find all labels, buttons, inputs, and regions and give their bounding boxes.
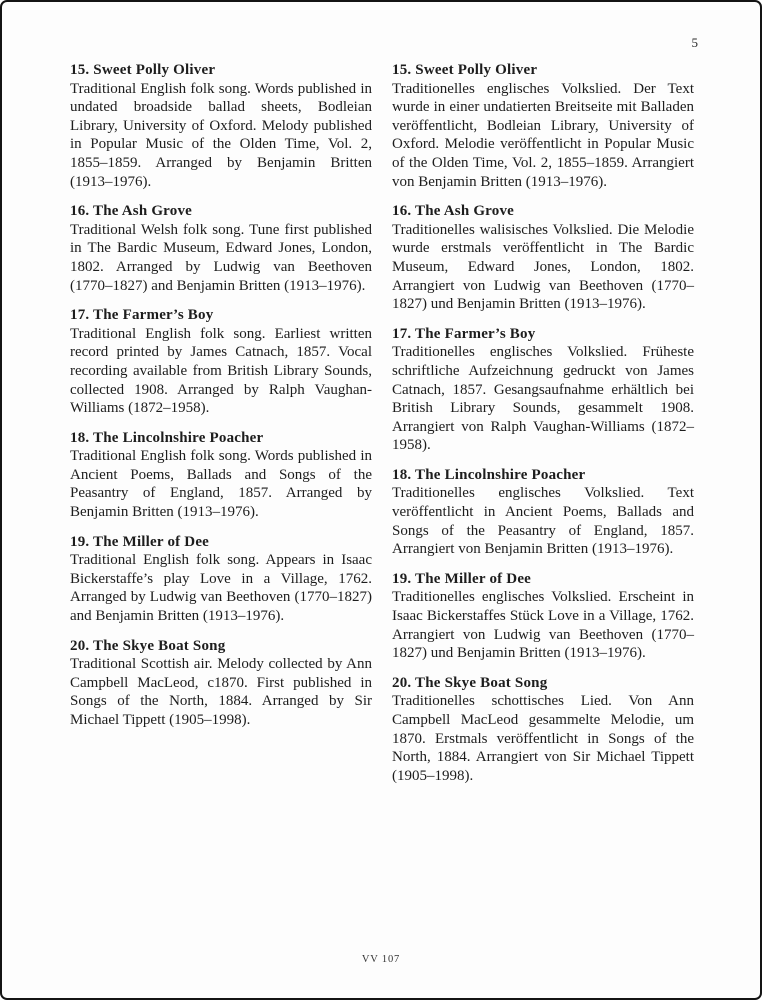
track-entry xyxy=(392,61,694,191)
column-english xyxy=(70,61,372,796)
track-entry xyxy=(70,637,372,730)
entry-body-english: Traditional English folk song. Words published in undated broadside ballad sheets, Bodleian Library, University of Oxford. Melody published in Popular Music of the Olden Time, Vol. 2, 1855–1859. Arranged by Benjamin Britten (1913–1976). xyxy=(70,80,372,190)
entry-title: 15. Sweet Polly Oliver xyxy=(70,62,216,78)
track-entry xyxy=(392,674,694,786)
entry-title: 17. The Farmer’s Boy xyxy=(392,325,536,342)
entry-body-german: Traditionelles walisisches Volkslied. Die Melodie wurde erstmals veröffentlicht in The Bardic Museum, Edward Jones, London, 1802. Arrangiert von Ludwig van Beethoven (1770–1827) und Benjamin Britten (1913–1976). xyxy=(392,221,694,313)
entry-title: 18. The Lincolnshire Poacher xyxy=(70,429,264,446)
track-entry xyxy=(70,306,372,418)
track-entry xyxy=(70,202,372,295)
entry-title: 17. The Farmer’s Boy xyxy=(70,307,214,324)
catalog-number-footer: VV 107 xyxy=(361,954,401,965)
entry-body-german: Traditionelles englisches Volkslied. Der Text wurde in einer undatierten Breitseite mit Balladen veröffentlicht, Bodleian Library, University of Oxford. Melodie veröffentlicht in Popular Music of the Olden Time, Vol. 2, 1855–1859. Arrangiert von Benjamin Britten (1913–1976). xyxy=(392,80,694,190)
entry-body-english: Traditional Welsh folk song. Tune first published in The Bardic Museum, Edward Jones, London, 1802. Arranged by Ludwig van Beethoven (1770–1827) and Benjamin Britten (1913–1976). xyxy=(70,221,372,294)
entry-title: 15. Sweet Polly Oliver xyxy=(392,62,538,78)
track-entry xyxy=(392,466,694,559)
entry-body-english: Traditional English folk song. Earliest written record printed by James Catnach, 1857. Vocal recording available from British Library Sounds, collected 1908. Arranged by Ralph Vaughan-Williams (1872–1958). xyxy=(70,325,372,417)
column-german xyxy=(392,61,694,796)
two-column-content xyxy=(70,61,694,796)
track-entry xyxy=(70,429,372,522)
entry-body-german: Traditionelles englisches Volkslied. Früheste schriftliche Aufzeichnung gedruckt von James Catnach, 1857. Gesangsaufnahme erhältlich bei British Library Sounds, gesammelt 1908. Arrangiert von Ralph Vaughan-Williams (1872–1958). xyxy=(392,344,694,454)
entry-body-english: Traditional Scottish air. Melody collected by Ann Campbell MacLeod, c1870. First published in Songs of the North, 1884. Arranged by Sir Michael Tippett (1905–1998). xyxy=(70,656,372,728)
track-entry xyxy=(392,325,694,455)
track-entry xyxy=(70,61,372,191)
track-entry xyxy=(392,570,694,663)
entry-title: 16. The Ash Grove xyxy=(392,203,515,220)
entry-title: 20. The Skye Boat Song xyxy=(70,637,226,654)
entry-body-german: Traditionelles englisches Volkslied. Text veröffentlicht in Ancient Poems, Ballads and Songs of the Peasantry of England, 1857. Arrangiert von Benjamin Britten (1913–1976). xyxy=(392,485,694,558)
track-entry xyxy=(70,533,372,626)
entry-body-english: Traditional English folk song. Appears in Isaac Bickerstaffe’s play Love in a Village, 1762. Arranged by Ludwig van Beethoven (1770–1827) and Benjamin Britten (1913–1976). xyxy=(70,552,372,625)
entry-body-english: Traditional English folk song. Words published in Ancient Poems, Ballads and Songs of the Peasantry of England, 1857. Arranged by Benjamin Britten (1913–1976). xyxy=(70,448,372,521)
entry-title: 18. The Lincolnshire Poacher xyxy=(392,466,586,483)
entry-title: 19. The Miller of Dee xyxy=(392,570,532,587)
page-number: 5 xyxy=(691,35,698,50)
entry-title: 19. The Miller of Dee xyxy=(70,533,210,550)
entry-body-german: Traditionelles schottisches Lied. Von Ann Campbell MacLeod gesammelte Melodie, um 1870. Erstmals veröffentlicht in Songs of the North, 1884. Arrangiert von Sir Michael Tippett (1905–1998). xyxy=(392,693,694,784)
track-entry xyxy=(392,202,694,314)
entry-body-german: Traditionelles englisches Volkslied. Erscheint in Isaac Bickerstaffes Stück Love in a Village, 1762. Arrangiert von Ludwig van Beethoven (1770–1827) und Benjamin Britten (1913–1976). xyxy=(392,589,694,662)
entry-title: 16. The Ash Grove xyxy=(70,203,193,220)
entry-title: 20. The Skye Boat Song xyxy=(392,674,548,691)
